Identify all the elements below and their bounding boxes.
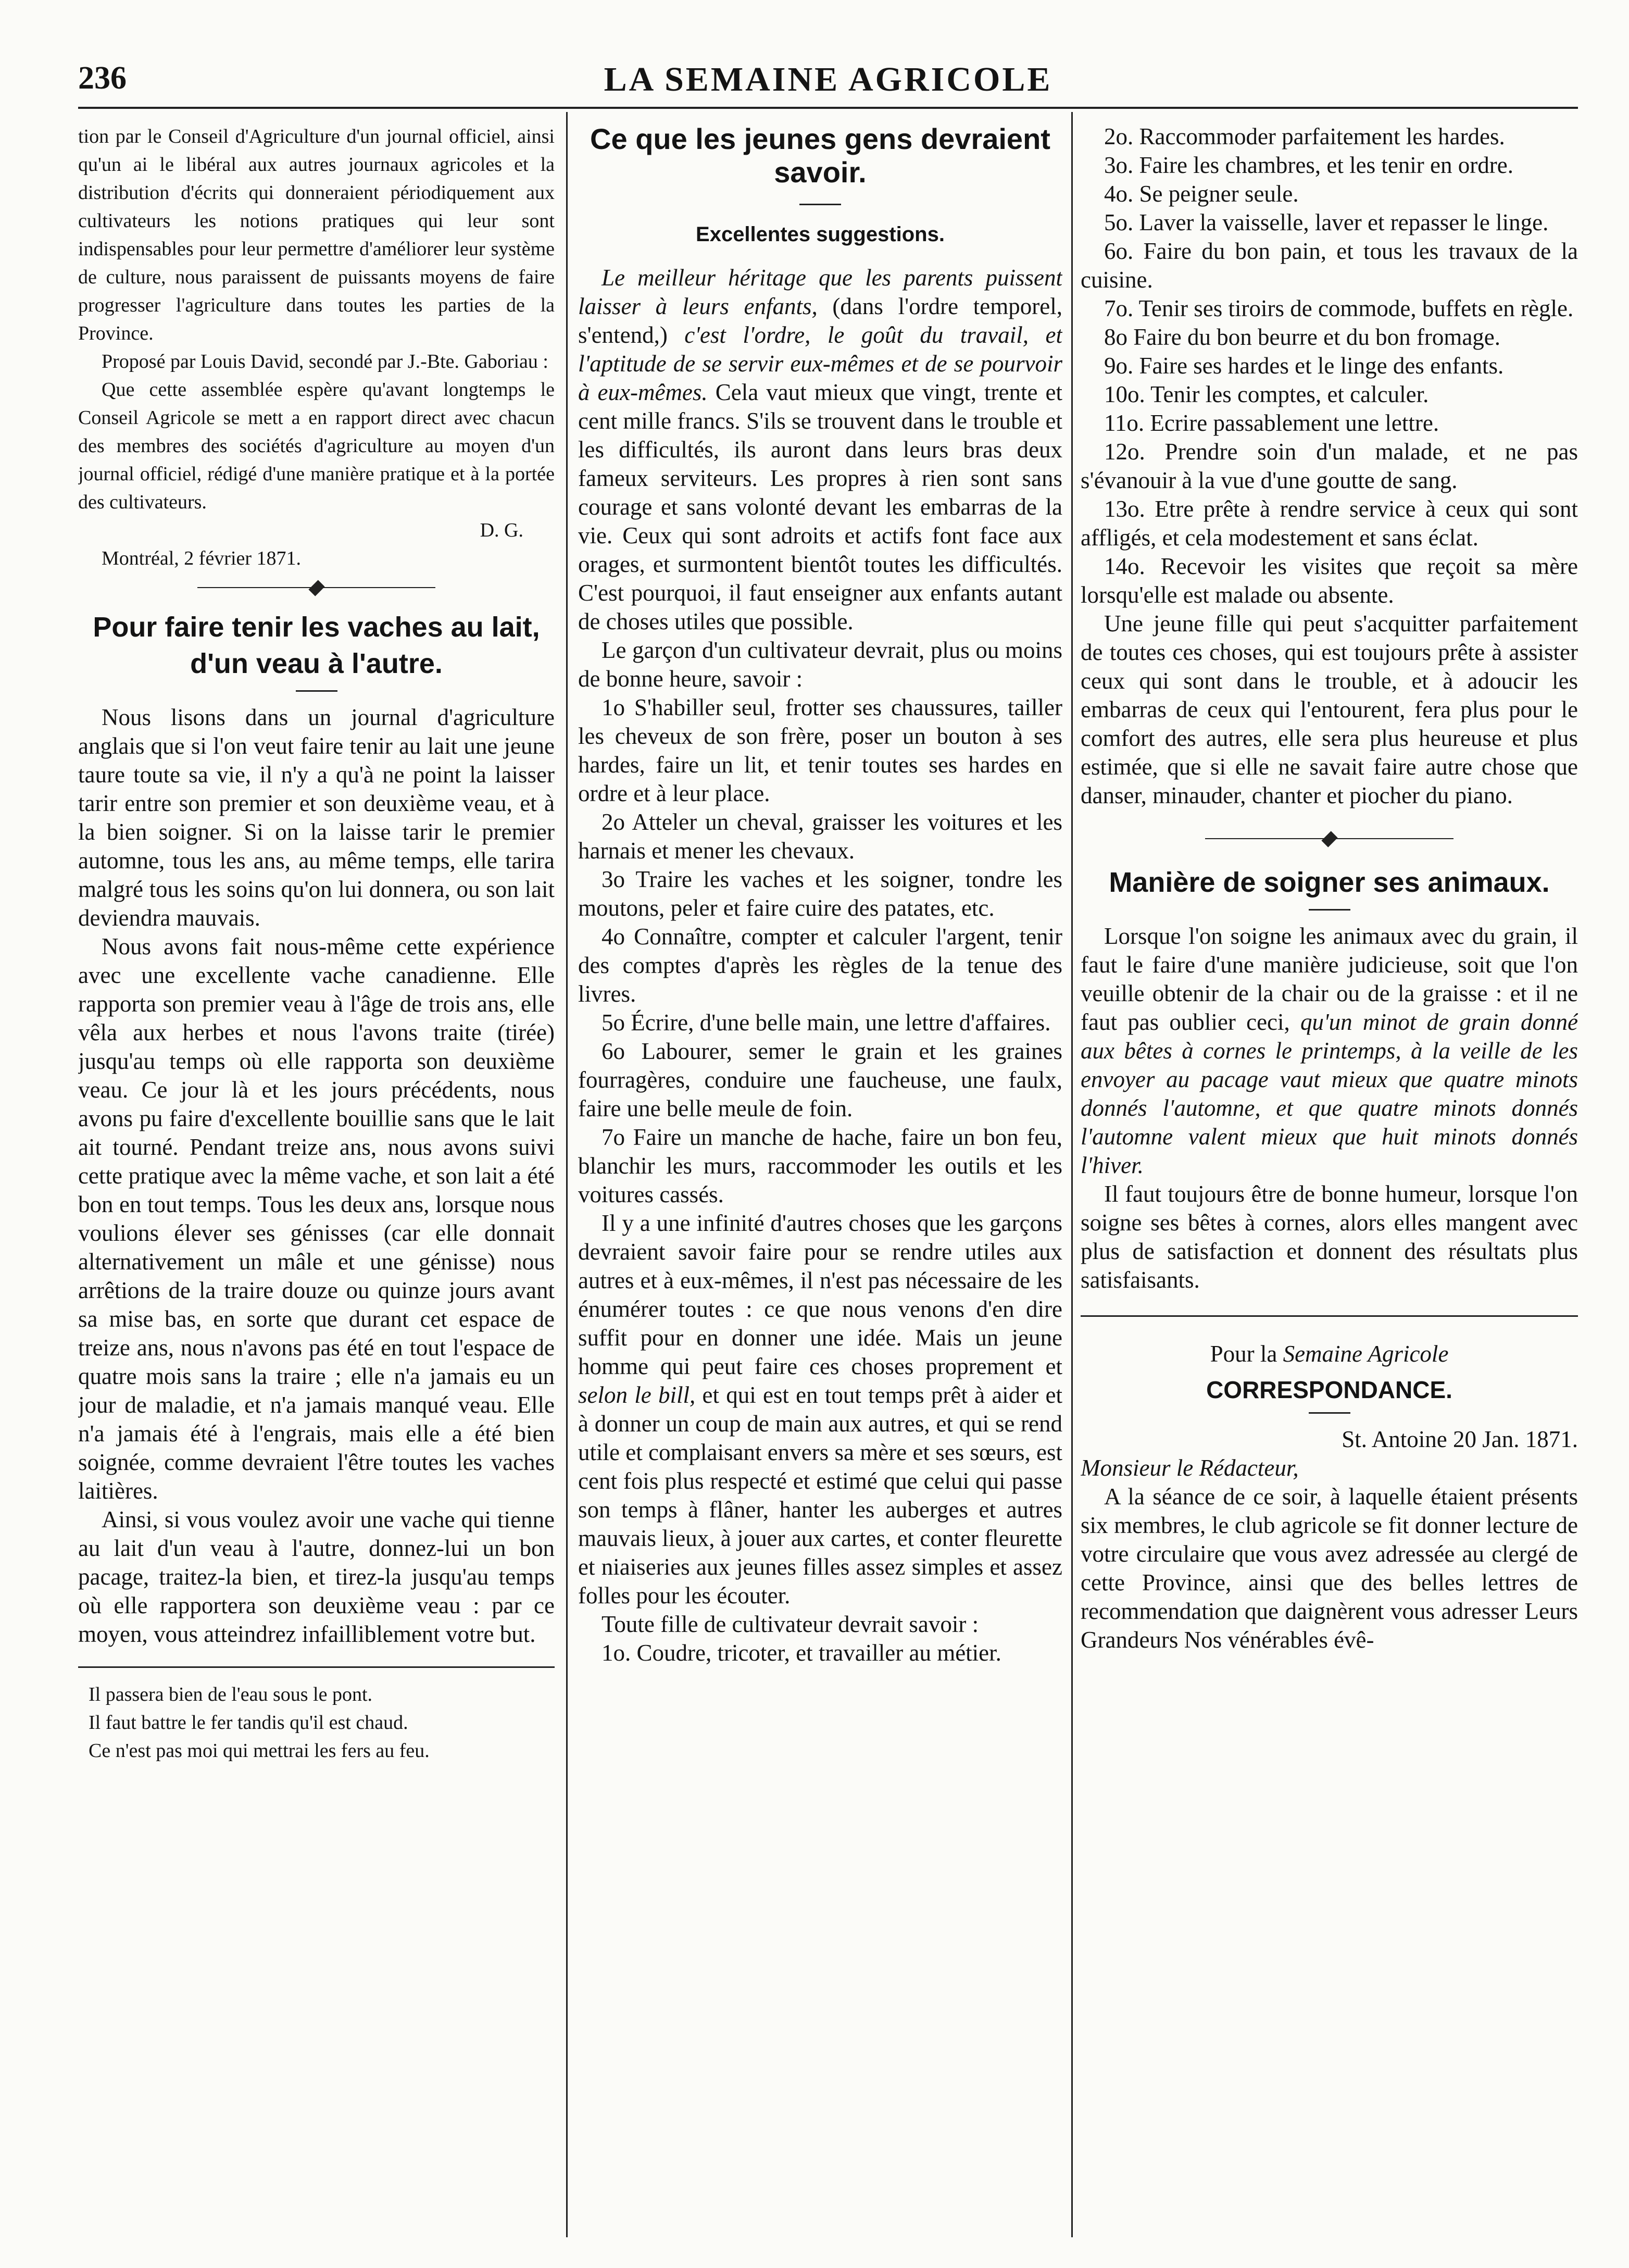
intro-paragraph [578,264,1062,636]
for-line-italic: Semaine Agricole [1283,1341,1449,1367]
dateline: Montréal, 2 février 1871. [102,547,302,569]
article-title: Ce que les jeunes gens devraient savoir. [590,122,1050,189]
list-item: 4o Connaître, compter et calculer l'argent, tenir des comptes d'après les règles de la tenue des livres. [578,924,1062,1007]
list-item: 3o. Faire les chambres, et les tenir en ordre. [1104,152,1513,178]
list-item: 4o. Se peigner seule. [1104,181,1299,207]
title-dash [1309,909,1350,911]
column-divider-1 [566,112,568,2237]
proverb: Ce n'est pas moi qui mettrai les fers au feu. [89,1740,430,1762]
resolution-text: tion par le Conseil d'Agriculture d'un journal officiel, ainsi qu'un ai le libéral aux autres journaux agricoles et la distribution d'écrits qui donneraient périodiquement aux cultivateurs les notions pratiques qui leur sont indispensables pour leur permettre d'améliorer leur système de culture, nous paraissent de puissants moyens de faire progresser l'agriculture dans toutes les parties de la Province. [78,126,555,344]
list-item: 1o S'habiller seul, frotter ses chaussures, tailler les cheveux de son frère, poser un bouton à ses hardes, faire un lit, et tenir toutes ses hardes en ordre et à leur place. [578,694,1062,806]
letter-dateline: St. Antoine 20 Jan. 1871. [1342,1426,1578,1452]
list-item: 14o. Recevoir les visites que reçoit sa mère lorsqu'elle est malade ou absente. [1081,553,1578,608]
resolution-text-2: Que cette assemblée espère qu'avant longtemps le Conseil Agricole se mett a en rapport direct avec chacun des membres des sociétés d'agriculture au moyen d'un journal officiel, rédigé d'une manière pratique et à la portée des cultivateurs. [78,379,555,513]
correspondence-title: CORRESPONDANCE. [1206,1376,1452,1403]
girls-conclusion: Une jeune fille qui peut s'acquitter parfaitement de toutes ces choses, qui est toujours prête à assister ceux qui sont dans le trouble, et à adoucir les embarras de ceux qui l'entourent, fera plus pour le comfort des autres, elle sera plus heureuse et plus estimée, que si elle ne savait faire autre chose que danser, minauder, chanter et piocher du piano. [1081,610,1578,808]
header-rule [78,107,1578,109]
list-item: 6o Labourer, semer le grain et les graines fourragères, conduire une faucheuse, une faulx, faire une belle meule de foin. [578,1038,1062,1121]
animals-paragraph [1081,922,1578,1180]
article-title: Manière de soigner ses animaux. [1109,867,1550,898]
boys-paragraph-a: Il y a une infinité d'autres choses que les garçons devraient savoir faire pour se rendre utiles aux autres et à eux-mêmes, il n'est pas nécessaire de les énumérer toutes : ce que nous venons d'en dire suffit pour en donner une idée. Mais un jeune homme qui peut faire ces choses proprement et [578,1210,1062,1379]
list-item: 6o. Faire du bon pain, et tous les travaux de la cuisine. [1081,238,1578,293]
list-item: 11o. Ecrire passablement une lettre. [1104,410,1439,436]
intro-italic-2: c'est l'ordre, le goût du travail, et l'aptitude de se servir eux-mêmes et de se pourvoir à eux-mêmes. [578,322,1062,405]
list-item: 7o Faire un manche de hache, faire un bon feu, blanchir les murs, raccommoder les outils et les voitures cassés. [578,1124,1062,1207]
article-paragraph: Nous lisons dans un journal d'agriculture anglais que si l'on veut faire tenir au lait une jeune taure toute sa vie, il n'y a qu'à ne point la laisser tarir entre son premier et son deuxième veau, et à la bien soigner. Si on la laisse tarir le premier automne, tous les ans, au même temps, elle tarira malgré tous les soins qu'on lui donnera, ou son lait deviendra mauvais. [78,704,555,931]
boys-paragraph-b: et qui est en tout temps prêt à aider et à donner un coup de main aux autres, et qui se rend utile et complaisant envers sa mère et ses sœurs, est cent fois plus respecté et estimé que celui qui passe son temps à flâner, hanter les auberges et autres mauvais lieux, à jouer aux cartes, et conter fleurette et niaiseries aux jeunes filles assez simples et assez folles pour les écouter. [578,1382,1062,1609]
list-item: 8o Faire du bon beurre et du bon fromage. [1104,324,1501,350]
girl-intro: Toute fille de cultivateur devrait savoir : [602,1611,979,1637]
list-item: 5o Écrire, d'une belle main, une lettre d'affaires. [602,1010,1051,1036]
boys-paragraph [578,1209,1062,1610]
animals-paragraph-2: Il faut toujours être de bonne humeur, lorsque l'on soigne ses bêtes à cornes, alors elles mangent avec plus de satisfaction et donnent des résultats plus satisfaisants. [1081,1181,1578,1293]
letter-paragraph: A la séance de ce soir, à laquelle étaient présents six membres, le club agricole se fit donner lecture de votre circulaire que vous avez adressée au clergé de cette Province, ainsi que des belles lettres de recommendation que daignèrent vous adresser Leurs Grandeurs Nos vénérables évê- [1081,1484,1578,1653]
title-dash [296,690,337,692]
signature: D. G. [480,519,523,541]
column-1 [78,122,555,2232]
list-item: 9o. Faire ses hardes et le linge des enfants. [1104,353,1504,379]
article-paragraph: Ainsi, si vous voulez avoir une vache qui tienne au lait d'un veau à l'autre, donnez-lui un bon pacage, traitez-la bien, et tirez-la jusqu'au temps où elle rapportera son deuxième veau : par ce moyen, vous atteindrez infailliblement votre but. [78,1506,555,1647]
list-item: 7o. Tenir ses tiroirs de commode, buffets en règle. [1104,295,1574,321]
list-item: 12o. Prendre soin d'un malade, et ne pas s'évanouir à la vue d'une goutte de sang. [1081,439,1578,493]
page-header [78,60,1578,102]
proposer-line: Proposé par Louis David, secondé par J.-Bte. Gaborіau : [102,351,548,372]
column-3 [1081,122,1578,2232]
article-title: Pour faire tenir les vaches au lait, d'un veau à l'autre. [93,612,540,679]
article-paragraph: Nous avons fait nous-même cette expérience avec une excellente vache canadienne. Elle rapporta son premier veau à l'âge de trois ans, elle vêla aux herbes et nous l'avons traite (tirée) jusqu'au temps où elle rapporta son deuxième veau. Ce jour là et les jours précédents, nous avons pu faire d'excellente bouillie sans que le lait ait tourné. Pendant treize ans, nous avons suivi cette pratique avec la même vache, et son lait a été bon en tout temps. Tous les deux ans, lorsque nous voulions élever ses génisses (car elle donnait alternativement un mâle et une génisse) nous arrêtions de la traire douze ou quinze jours avant sa mise bas, en sorte que durant cet espace de treize ans, nous n'avons pas été en tout l'espace de quatre mois sans la traire ; elle n'a jamais eu un jour de maladie, et n'a jamais manqué veau. Elle n'a jamais été à l'engrais, mais elle a été bien soignée, comme devraient l'être toutes les vaches laitières. [78,933,555,1504]
boy-intro: Le garçon d'un cultivateur devrait, plus ou moins de bonne heure, savoir : [578,637,1062,692]
proverb: Il passera bien de l'eau sous le pont. [89,1684,373,1705]
section-rule [78,1666,555,1668]
for-line-a: Pour la [1210,1341,1283,1367]
list-item: 2o. Raccommoder parfaitement les hardes. [1104,123,1505,149]
article-subtitle: Excellentes suggestions. [696,223,945,246]
section-ornament [1081,831,1578,846]
list-item: 2o Atteler un cheval, graisser les voitures et les harnais et mener les chevaux. [578,809,1062,864]
journal-title: LA SEMAINE AGRICOLE [604,60,1052,98]
intro-italic: Le meilleur héritage que les parents puissent laisser à leurs enfants, [578,265,1062,319]
title-dash [799,204,841,205]
intro-mid: (dans l'ordre temporel, s'entend,) [578,293,1062,348]
proverb: Il faut battre le fer tandis qu'il est chaud. [89,1712,408,1734]
column-divider-2 [1071,112,1073,2237]
for-line [1081,1340,1578,1368]
section-ornament [78,580,555,595]
boys-paragraph-italic: selon le bill, [578,1382,696,1408]
intro-rest: Cela vaut mieux que vingt, trente et cent mille francs. S'ils se trouvent dans le trouble et les difficultés, ils auront dans leurs bras deux fameux serviteurs. Les propres à rien sont sans courage et sans volonté devant les embarras de la vie. Ceux qui sont adroits et actifs font face aux orages, et surmontent bientôt toutes les difficultés. C'est pourquoi, il faut enseigner aux enfants autant de choses utiles que possible. [578,379,1062,634]
animals-paragraph-a: Lorsque l'on soigne les animaux avec du grain, il faut le faire d'une manière judicieuse, soit que l'on veuille obtenir de la chair ou de la graisse : et il ne faut pas oublier ceci, [1081,923,1578,1035]
page-number: 236 [78,60,127,96]
column-2 [578,122,1062,2232]
list-item: 5o. Laver la vaisselle, laver et repasser le linge. [1104,209,1549,235]
list-item: 13o. Etre prête à rendre service à ceux qui sont affligés, et cela modestement et sans éclat. [1081,496,1578,551]
list-item: 10o. Tenir les comptes, et calculer. [1104,381,1429,407]
section-rule [1081,1315,1578,1317]
list-item: 1o. Coudre, tricoter, et travailler au métier. [602,1640,1001,1666]
list-item: 3o Traire les vaches et les soigner, tondre les moutons, peler et faire cuire des patates, etc. [578,866,1062,921]
title-dash [1309,1412,1350,1414]
letter-salutation: Monsieur le Rédacteur, [1081,1455,1299,1481]
animals-paragraph-italic: qu'un minot de grain donné aux bêtes à cornes le printemps, à la veille de les envoyer au pacage vaut mieux que quatre minots donnés l'automne, et que quatre minots donnés l'automne valent mieux que huit minots donnés l'hiver. [1081,1009,1578,1178]
